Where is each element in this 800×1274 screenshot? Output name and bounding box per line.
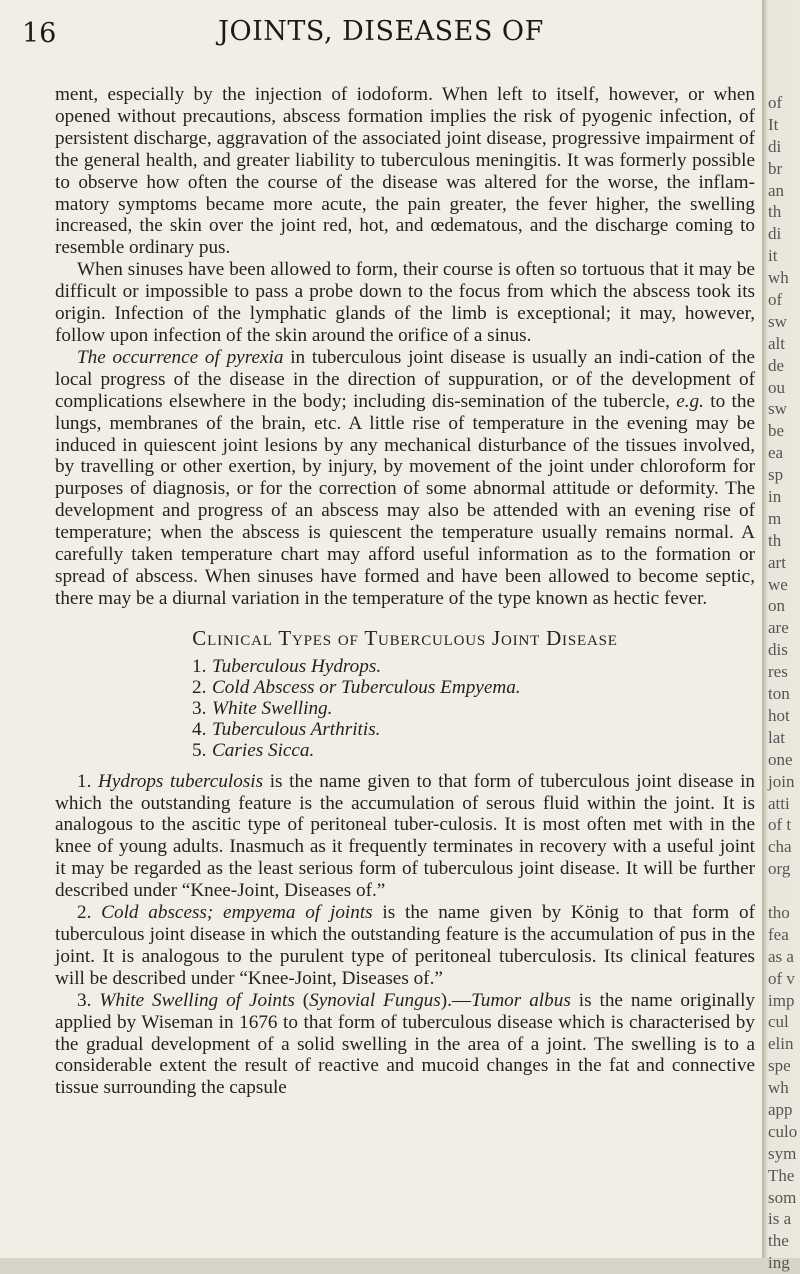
page-header [0,14,762,54]
facing-fragment: we [768,574,788,594]
facing-fragment: join [768,771,795,791]
abbrev-eg: e.g. [676,390,704,412]
term-synovial-fungus: Synovial Fungus [309,989,441,1011]
facing-fragment: cul [768,1012,789,1032]
facing-fragment: culo [768,1121,798,1141]
facing-fragment: th [768,530,782,550]
term-hydrops: Hydrops tuberculosis [98,770,264,792]
facing-fragment: wh [768,268,789,288]
facing-fragment: lat [768,727,785,747]
facing-page-edge [762,0,800,1273]
facing-fragment: ing [768,1253,790,1273]
list-item: 1. Tuberculous Hydrops. [192,655,382,677]
facing-fragment: the [768,1231,789,1251]
facing-fragment: as a [768,946,794,966]
facing-fragment: br [768,158,783,178]
paragraph-white-swelling: 3. White Swelling of Joints (Synovial Fungus).—Tumor albus is the name originally applied by Wiseman in 1676 to that form of tuberculous disease which is characterised by the gradual development of a solid swelling in the area of a joint. The swelling is to a considerable extent the result of reactive and mucoid changes in the fat and connective tissue surrounding the capsule [55,989,755,1099]
facing-fragment: fea [768,924,789,944]
facing-fragment: hot [768,705,790,725]
facing-fragment: elin [768,1034,794,1054]
facing-fragment: spe [768,1056,791,1076]
term-pyrexia: The occurrence of pyrexia [77,346,284,368]
facing-fragment: be [768,421,785,441]
facing-fragment: sw [768,399,787,419]
facing-page-fragments [768,92,797,1274]
facing-fragment: sp [768,465,784,485]
facing-fragment: an [768,180,785,200]
clinical-types-list [192,656,755,761]
facing-fragment: atti [768,793,790,813]
paragraph-cold-abscess: 2. Cold abscess; empyema of joints is the name given by König to that form of tuberculous joint disease in which the outstanding feature is the accumulation of pus in the joint. It is analogous to the purulent type of peritoneal tuberculosis. Its clinical features will be described under “Knee-Joint, Diseases of.” [55,902,755,989]
facing-fragment: sym [768,1143,797,1163]
facing-fragment: som [768,1187,797,1207]
facing-fragment: in [768,487,782,507]
facing-fragment: of [768,93,783,112]
paragraph-abscess: ment, especially by the injection of iodoform. When left to itself, however, or when opened without precautions, abscess formation implies the risk of pyogenic infection, of persistent discharge, aggravation of the associated joint disease, progressive impairment of the general health, and greater liability to tuberculous meningitis. It was formerly possible to observe how often the course of the disease was altered for the worse, the inflam-matory symptoms became more acute, the pain greater, the fever higher, the swelling increased, the skin over the joint red, hot, and œdematous, and the discharge coming to resemble ordinary pus. [55,84,755,259]
list-item: 3. White Swelling. [192,697,333,719]
term-tumor-albus: Tumor albus [471,989,571,1011]
section-heading: Clinical Types of Tuberculous Joint Disease [192,625,618,650]
facing-fragment: res [768,662,788,682]
facing-fragment: de [768,355,785,375]
facing-fragment: art [768,552,786,572]
facing-fragment: of v [768,968,795,988]
term-cold-abscess: Cold abscess; empyema of joints [101,902,373,924]
facing-fragment [768,880,797,902]
facing-fragment: cha [768,837,792,857]
facing-fragment: app [768,1099,793,1119]
facing-fragment: it [768,246,778,266]
facing-fragment: th [768,202,782,222]
list-item: 2. Cold Abscess or Tuberculous Empyema. [192,676,521,698]
facing-fragment: is a [768,1209,792,1229]
paragraph-pyrexia: The occurrence of pyrexia in tuberculous joint disease is usually an indi-cation of the local progress of the disease in the direction of suppuration, or of the development of complications elsewhere in the body; including dis-semination of the tubercle, e.g. to the lungs, membranes of the brain, etc. A little rise of temperature in the evening may be induced in quiescent joint lesions by any mechanical disturbance of the tissues involved, by travelling or other exertion, by injury, by movement of the joint under chloroform for purposes of diagnosis, or for the correction of some abnormal attitude or deformity. The development and progress of an abscess may also be attended with an evening rise of temperature; when the abscess is quiescent the temperature usually remains normal. A carefully taken temperature chart may afford useful information as to the formation or spread of abscess. When sinuses have formed and have been allowed to become septic, there may be a diurnal variation in the temperature of the type known as hectic fever. [55,346,755,609]
facing-fragment: The [768,1165,795,1185]
facing-fragment: of t [768,815,792,835]
facing-fragment: It [768,114,779,134]
list-item: 4. Tuberculous Arthritis. [192,718,381,740]
facing-fragment: di [768,136,782,156]
body-text [55,84,755,1099]
facing-fragment: are [768,618,789,638]
facing-fragment: wh [768,1078,789,1098]
facing-fragment: m [768,508,782,528]
facing-fragment: imp [768,990,795,1010]
facing-fragment: of [768,290,783,310]
list-item: 5. Caries Sicca. [192,739,315,761]
facing-fragment: ou [768,377,785,397]
facing-fragment: ea [768,443,784,463]
running-head: JOINTS, DISEASES OF [218,16,544,47]
facing-fragment: dis [768,640,788,660]
facing-fragment: org [768,859,791,879]
facing-fragment: ton [768,684,790,704]
paragraph-sinuses: When sinuses have been allowed to form, their course is often so tortuous that it may be difficult or impossible to pass a probe down to the focus from which the abscess took its origin. Infection of the lymphatic glands of the limb is exceptional; it may, however, follow upon infection of the skin around the orifice of a sinus. [55,259,755,346]
facing-fragment: di [768,224,782,244]
paragraph-hydrops: 1. Hydrops tuberculosis is the name given to that form of tuberculous joint disease in which the outstanding feature is the accumulation of serous fluid within the joint. It is analogous to the ascitic type of peritoneal tuber-culosis. It is most often met with in the knee of young adults. Inasmuch as it frequently terminates in recovery with a useful joint it may be regarded as the least serious form of tuberculous joint disease. It will be further described under “Knee-Joint, Diseases of.” [55,770,755,902]
facing-fragment: one [768,749,793,769]
facing-fragment: tho [768,902,790,922]
facing-fragment: sw [768,311,787,331]
facing-fragment: on [768,596,785,616]
term-white-swelling: White Swelling of Joints [99,989,295,1011]
facing-fragment: alt [768,333,785,353]
page-number: 16 [22,18,57,49]
